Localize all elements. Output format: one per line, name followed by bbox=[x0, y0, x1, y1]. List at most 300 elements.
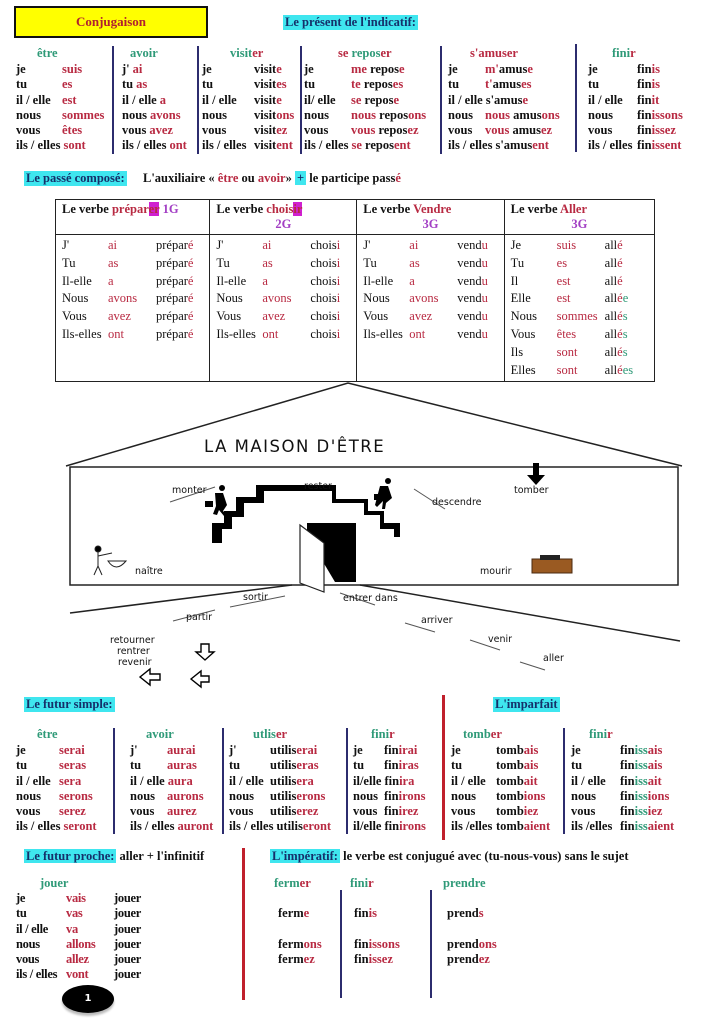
conjugation-row bbox=[448, 108, 560, 123]
verb-form bbox=[177, 819, 213, 833]
text-segment: ont bbox=[409, 326, 426, 341]
present-visiter bbox=[202, 46, 294, 154]
verb-form-part: fin bbox=[620, 743, 635, 757]
form-part: ez bbox=[478, 952, 490, 966]
conjugation-row bbox=[16, 138, 104, 153]
verb-form bbox=[149, 123, 173, 137]
verb-form-part: fin bbox=[637, 77, 652, 92]
verb-form bbox=[620, 819, 674, 833]
conjugation-row bbox=[16, 819, 97, 834]
conjugation-row bbox=[451, 819, 550, 834]
pronoun bbox=[363, 326, 409, 344]
verb-form bbox=[59, 804, 86, 818]
infinitive: jouer bbox=[114, 906, 141, 921]
page-number-badge: 1 bbox=[62, 985, 114, 1013]
imperatif-form bbox=[447, 906, 484, 921]
pronoun bbox=[363, 255, 409, 273]
pronoun: nous bbox=[451, 788, 477, 803]
verb-form-part: irons bbox=[398, 788, 426, 803]
auxiliary bbox=[557, 326, 605, 344]
verb-form-part: est bbox=[62, 92, 77, 107]
verb-form-part: ions bbox=[647, 788, 670, 803]
text-segment: avez bbox=[409, 309, 433, 324]
verb-form bbox=[133, 62, 143, 76]
verb-infinitive bbox=[448, 46, 560, 62]
text-segment: ai bbox=[262, 238, 272, 252]
text-segment: as bbox=[262, 255, 273, 270]
verb-form-part: fin bbox=[637, 92, 652, 107]
verb-form-part: ons bbox=[276, 107, 295, 122]
verb-form bbox=[351, 62, 405, 76]
pronoun: j' bbox=[122, 62, 130, 76]
pronoun bbox=[62, 308, 108, 326]
verb-part: ferm bbox=[274, 876, 300, 890]
verb-infinitive bbox=[130, 727, 213, 743]
conjugation-row bbox=[216, 237, 350, 255]
conjugation-row bbox=[448, 77, 560, 92]
conjugation-row bbox=[62, 273, 203, 291]
conjugation-row bbox=[122, 138, 187, 153]
pronoun: tu bbox=[122, 77, 134, 92]
verb-form-part: sont bbox=[63, 138, 86, 153]
futur-etre bbox=[16, 727, 97, 835]
verb-form-part: visit bbox=[254, 77, 277, 92]
conjugation-row bbox=[588, 93, 683, 108]
text-segment: ai bbox=[108, 238, 118, 252]
verb-form-part: vous bbox=[485, 123, 513, 138]
conjugation-row bbox=[448, 123, 560, 138]
verb-form-part: auront bbox=[177, 819, 214, 834]
text-segment: chois bbox=[310, 238, 337, 252]
participle bbox=[605, 308, 648, 326]
conjugation-row bbox=[511, 237, 648, 255]
pronoun: nous bbox=[588, 107, 614, 122]
text-segment: Il-elle bbox=[62, 273, 92, 288]
text-segment: Vous bbox=[363, 309, 389, 324]
pronoun: vous bbox=[588, 123, 613, 138]
pronoun: ils / elles bbox=[16, 819, 61, 834]
verb-form bbox=[384, 819, 425, 833]
conjugation-row bbox=[16, 891, 141, 906]
verb-form-part: a bbox=[159, 92, 166, 107]
pronoun bbox=[62, 255, 108, 273]
conjugation-row bbox=[353, 743, 426, 758]
rule-part: être bbox=[217, 171, 239, 185]
imperatif-form bbox=[278, 952, 315, 967]
pronoun: vous bbox=[122, 123, 147, 138]
verb-form-part: e bbox=[276, 62, 282, 76]
verb-form-part: aurai bbox=[167, 743, 196, 757]
passe-compose-table bbox=[55, 199, 655, 382]
verb-infinitive bbox=[588, 46, 683, 62]
pronoun: tu bbox=[16, 906, 27, 921]
verb-form-part: e bbox=[399, 62, 405, 76]
verb-infinitive bbox=[122, 46, 187, 62]
verb-infinitive bbox=[451, 727, 550, 743]
pronoun: il / elle bbox=[122, 92, 157, 107]
text-segment: Elles bbox=[510, 362, 536, 377]
conjugation-row bbox=[202, 138, 294, 153]
text-segment: sont bbox=[556, 362, 578, 377]
header-part: Le verbe bbox=[216, 202, 267, 216]
participle bbox=[310, 290, 350, 308]
infinitive: jouer bbox=[114, 921, 141, 936]
verb-form-part: êtes bbox=[62, 123, 83, 138]
conjugation-row bbox=[16, 93, 104, 108]
verb-table-header bbox=[504, 200, 654, 235]
present-se-reposer bbox=[304, 46, 426, 154]
pronoun bbox=[216, 290, 262, 308]
verb-infinitive-part: er bbox=[275, 727, 288, 741]
pronoun bbox=[511, 237, 557, 255]
verb-form bbox=[637, 108, 683, 122]
verb-form-part: suis bbox=[62, 62, 83, 76]
verb-form-part: ira bbox=[399, 773, 415, 788]
pronoun: nous bbox=[16, 788, 42, 803]
auxiliary bbox=[262, 237, 310, 255]
text-segment: suis bbox=[556, 238, 577, 252]
verb-form bbox=[637, 123, 676, 137]
pronoun bbox=[511, 344, 557, 362]
verb-form-part: iss bbox=[634, 743, 648, 757]
pronoun: il / elle bbox=[16, 92, 51, 107]
verb-form-part: erons bbox=[296, 788, 326, 803]
conjugation-row bbox=[363, 308, 497, 326]
verb-form bbox=[384, 804, 419, 818]
verb-form bbox=[167, 789, 204, 803]
text-segment: é bbox=[187, 291, 194, 306]
conjugation-row bbox=[130, 774, 213, 789]
verb-form-part: eront bbox=[302, 819, 332, 834]
section-divider bbox=[242, 848, 245, 1000]
verb-form-part: issons bbox=[651, 107, 683, 122]
conjugation-row bbox=[353, 774, 426, 789]
pronoun: vous bbox=[451, 804, 476, 819]
rule-part: » bbox=[285, 171, 295, 185]
verb-form bbox=[496, 743, 538, 757]
rule-part: avoir bbox=[257, 171, 286, 185]
verb-form-part: ez bbox=[407, 123, 419, 138]
verb-form-part: fin bbox=[637, 62, 652, 76]
pronoun bbox=[216, 273, 262, 291]
conjugation-row bbox=[511, 273, 648, 291]
verb-form bbox=[485, 123, 552, 137]
verb-form-part: fin bbox=[637, 138, 652, 153]
auxiliary bbox=[108, 255, 156, 273]
text-segment: chois bbox=[310, 309, 337, 324]
verb-form bbox=[485, 77, 532, 91]
conjugation-row bbox=[16, 789, 97, 804]
participle bbox=[605, 344, 648, 362]
verb-form bbox=[254, 123, 287, 137]
conjugation-row bbox=[202, 93, 294, 108]
pronoun: je bbox=[202, 62, 212, 76]
conjugation-row bbox=[353, 789, 426, 804]
imperatif-verb bbox=[443, 876, 486, 891]
text-segment: all bbox=[604, 362, 618, 377]
text-segment: Vous bbox=[216, 309, 242, 324]
verb-infinitive-part: fini bbox=[371, 727, 390, 741]
verb-form-part: as bbox=[136, 77, 148, 92]
verb-form bbox=[254, 77, 287, 91]
verb-form-part: fin bbox=[384, 788, 399, 803]
pronoun: tu bbox=[448, 77, 460, 92]
pronoun: ils /elles bbox=[451, 819, 493, 834]
verb-form-part: seront bbox=[63, 819, 97, 834]
verb-form bbox=[351, 123, 419, 137]
verb-form-part: utilis bbox=[270, 773, 297, 788]
verb-form-part: tomb bbox=[496, 819, 524, 834]
verb-form-part: ais bbox=[647, 758, 663, 773]
verb-form-part: ais bbox=[647, 743, 663, 757]
verb-arriver: arriver bbox=[421, 615, 453, 626]
verb-form-part: se bbox=[351, 138, 365, 153]
form-part: prend bbox=[447, 906, 479, 920]
pronoun: il / elle bbox=[448, 92, 483, 107]
text-segment: Ils-elles bbox=[363, 326, 403, 341]
divider bbox=[300, 46, 302, 154]
auxiliary bbox=[108, 326, 156, 344]
form-part: prend bbox=[447, 937, 479, 951]
conjugation-row bbox=[451, 804, 550, 819]
text-segment: i bbox=[336, 273, 341, 288]
verb-naitre: naître bbox=[135, 566, 163, 577]
verb-form bbox=[276, 819, 331, 833]
pronoun: vous bbox=[304, 123, 329, 138]
auxiliary bbox=[409, 273, 457, 291]
verb-form-part: fin bbox=[620, 819, 635, 834]
divider bbox=[430, 890, 432, 998]
conjugation-row bbox=[62, 255, 203, 273]
conjugation-row bbox=[16, 922, 141, 937]
verb-form bbox=[59, 743, 85, 757]
verb-infinitive-part: avoir bbox=[130, 46, 158, 60]
verb-form-part: issent bbox=[651, 138, 682, 153]
verb-form-part: nous bbox=[351, 107, 380, 122]
pronoun: ils / elles bbox=[304, 138, 349, 153]
text-segment: es bbox=[556, 255, 568, 270]
text-segment: sont bbox=[556, 344, 578, 359]
conjugation-row bbox=[588, 138, 683, 153]
verb-form-part: ais bbox=[523, 743, 539, 757]
conjugation-row bbox=[511, 290, 648, 308]
conjugation-row bbox=[202, 77, 294, 92]
infinitive: jouer bbox=[114, 891, 141, 905]
conjugation-row bbox=[588, 108, 683, 123]
participle bbox=[156, 308, 203, 326]
divider bbox=[575, 44, 577, 152]
text-segment: é bbox=[617, 344, 623, 359]
conjugation-row bbox=[216, 255, 350, 273]
verb-monter: monter bbox=[172, 485, 207, 496]
verb-form-part: s'amus bbox=[495, 138, 533, 153]
text-segment: chois bbox=[310, 291, 337, 306]
verb-form-part: tomb bbox=[496, 758, 524, 773]
verb-form-part: ent bbox=[532, 138, 549, 153]
verb-entrer-dans: entrer dans bbox=[343, 593, 398, 604]
imperatif-form bbox=[447, 937, 497, 952]
conjugation-row bbox=[122, 108, 187, 123]
text-segment: chois bbox=[310, 255, 337, 270]
pronoun bbox=[511, 255, 557, 273]
conjugation-row bbox=[229, 804, 331, 819]
text-segment: é bbox=[617, 362, 623, 377]
imperatif-form bbox=[354, 937, 400, 952]
pronoun: ils /elles bbox=[571, 819, 613, 834]
verb-form-part: se bbox=[351, 92, 365, 107]
title-box: Conjugaison bbox=[14, 6, 208, 38]
participle bbox=[156, 273, 203, 291]
verb-form-part: e bbox=[527, 62, 533, 76]
text-segment: é bbox=[187, 309, 194, 324]
text-segment: es bbox=[622, 362, 634, 377]
conjugation-row bbox=[229, 743, 331, 758]
pronoun: ils / elles bbox=[130, 819, 175, 834]
divider bbox=[340, 890, 342, 998]
pronoun: ils / elles bbox=[16, 138, 61, 153]
conjugation-row bbox=[16, 937, 141, 952]
divider bbox=[113, 728, 115, 834]
verb-form-part: auras bbox=[167, 758, 197, 773]
conjugation-row bbox=[451, 789, 550, 804]
conjugation-row bbox=[16, 758, 97, 773]
rule-part: L'auxiliaire « bbox=[143, 171, 218, 185]
conjugation-row bbox=[511, 344, 648, 362]
verb-form bbox=[384, 758, 419, 772]
verb-form-part: repos bbox=[379, 107, 409, 122]
imparfait-heading: L'imparfait bbox=[495, 697, 558, 711]
text-segment: é bbox=[187, 255, 194, 270]
pronoun: nous bbox=[130, 788, 156, 803]
verb-form-part: iss bbox=[634, 804, 648, 819]
imperatif-form bbox=[278, 906, 309, 921]
text-segment: Tu bbox=[510, 255, 525, 270]
participle bbox=[457, 308, 497, 326]
verb-form bbox=[59, 774, 81, 788]
conjugation-row bbox=[363, 326, 497, 344]
verb-form-part: s'amus bbox=[485, 92, 523, 107]
conjugation-row bbox=[16, 77, 104, 92]
text-segment: vend bbox=[457, 238, 482, 252]
imperatif-form bbox=[278, 937, 322, 952]
verb-form-part: ait bbox=[523, 773, 538, 788]
verb-infinitive-part: être bbox=[37, 727, 58, 741]
header-part: Vendre bbox=[413, 202, 452, 216]
pronoun bbox=[363, 290, 409, 308]
imperatif-verb bbox=[274, 876, 311, 891]
conjugation-row bbox=[363, 273, 497, 291]
verb-infinitive-part: fini bbox=[589, 727, 608, 741]
header-part: Aller bbox=[559, 202, 588, 216]
verb-part: er bbox=[299, 876, 311, 890]
verb-table-body bbox=[357, 235, 504, 382]
form-part: ferm bbox=[278, 952, 304, 966]
conjugation-row bbox=[571, 804, 674, 819]
conjugation-row bbox=[16, 123, 104, 138]
text-segment: chois bbox=[310, 326, 337, 341]
verb-form-part: repos bbox=[370, 62, 400, 76]
verb-form-part: m' bbox=[485, 62, 499, 76]
conjugation-row bbox=[353, 758, 426, 773]
verb-form-part: sera bbox=[59, 773, 82, 788]
verb-infinitive-part: er bbox=[506, 46, 518, 60]
verb-infinitive-part: r bbox=[389, 727, 395, 741]
pronoun: je bbox=[304, 62, 314, 76]
participle bbox=[310, 237, 350, 255]
text-segment: est bbox=[556, 273, 571, 288]
verb-form-part: iss bbox=[634, 788, 648, 803]
conjugation-row bbox=[448, 138, 560, 153]
conjugation-row bbox=[363, 237, 497, 255]
text-segment: Ils-elles bbox=[216, 326, 256, 341]
text-segment: a bbox=[262, 273, 268, 288]
verb-form-part: erez bbox=[296, 804, 319, 819]
futur-simple-heading: Le futur simple: bbox=[26, 697, 113, 711]
verb-table-header bbox=[357, 200, 504, 235]
verb-form bbox=[254, 108, 294, 122]
header-part: Le verbe bbox=[510, 202, 560, 216]
participle bbox=[457, 290, 497, 308]
verb-infinitive-part: fini bbox=[612, 46, 631, 60]
auxiliary bbox=[108, 308, 156, 326]
verb-form bbox=[168, 774, 193, 788]
conjugation-row bbox=[304, 123, 426, 138]
text-segment: sommes bbox=[556, 309, 598, 324]
conjugation-row bbox=[451, 758, 550, 773]
pronoun: je bbox=[16, 62, 26, 76]
auxiliary: allons bbox=[66, 936, 96, 951]
pronoun: il / elle bbox=[451, 773, 486, 788]
verb-form-part: tomb bbox=[496, 804, 524, 819]
text-segment: est bbox=[556, 291, 571, 306]
divider bbox=[440, 46, 442, 154]
auxiliary bbox=[108, 237, 156, 255]
pronoun bbox=[363, 308, 409, 326]
conjugation-row bbox=[588, 62, 683, 77]
pronoun: il/elle bbox=[353, 819, 382, 834]
text-segment: i bbox=[336, 291, 341, 306]
verb-form bbox=[62, 108, 104, 122]
text-segment: i bbox=[336, 326, 341, 341]
participle bbox=[156, 255, 203, 273]
verb-infinitive bbox=[304, 46, 426, 62]
text-segment: all bbox=[604, 326, 618, 341]
verb-form bbox=[160, 93, 166, 107]
conjugation-row bbox=[304, 62, 426, 77]
auxiliary: vont bbox=[66, 967, 89, 982]
verb-form bbox=[620, 758, 662, 772]
verb-form bbox=[62, 77, 72, 91]
pronoun: nous bbox=[571, 788, 597, 803]
conjugation-row bbox=[304, 77, 426, 92]
pronoun: tu bbox=[202, 77, 214, 92]
auxiliary bbox=[108, 290, 156, 308]
ground-line-right bbox=[360, 585, 680, 641]
text-segment: all bbox=[604, 238, 618, 252]
form-part: ez bbox=[303, 952, 315, 966]
imparfait-finir bbox=[571, 727, 674, 835]
pronoun: il / elle bbox=[16, 773, 51, 788]
verb-form-part: tomb bbox=[496, 773, 524, 788]
maison-title: LA MAISON D'ÊTRE bbox=[204, 437, 386, 456]
imperatif-form bbox=[354, 952, 393, 967]
auxiliary bbox=[557, 344, 605, 362]
pronoun bbox=[216, 237, 262, 255]
auxiliary bbox=[557, 273, 605, 291]
participle bbox=[457, 326, 497, 344]
verb-rentrer: rentrer bbox=[117, 646, 150, 657]
text-segment: avons bbox=[262, 291, 292, 306]
